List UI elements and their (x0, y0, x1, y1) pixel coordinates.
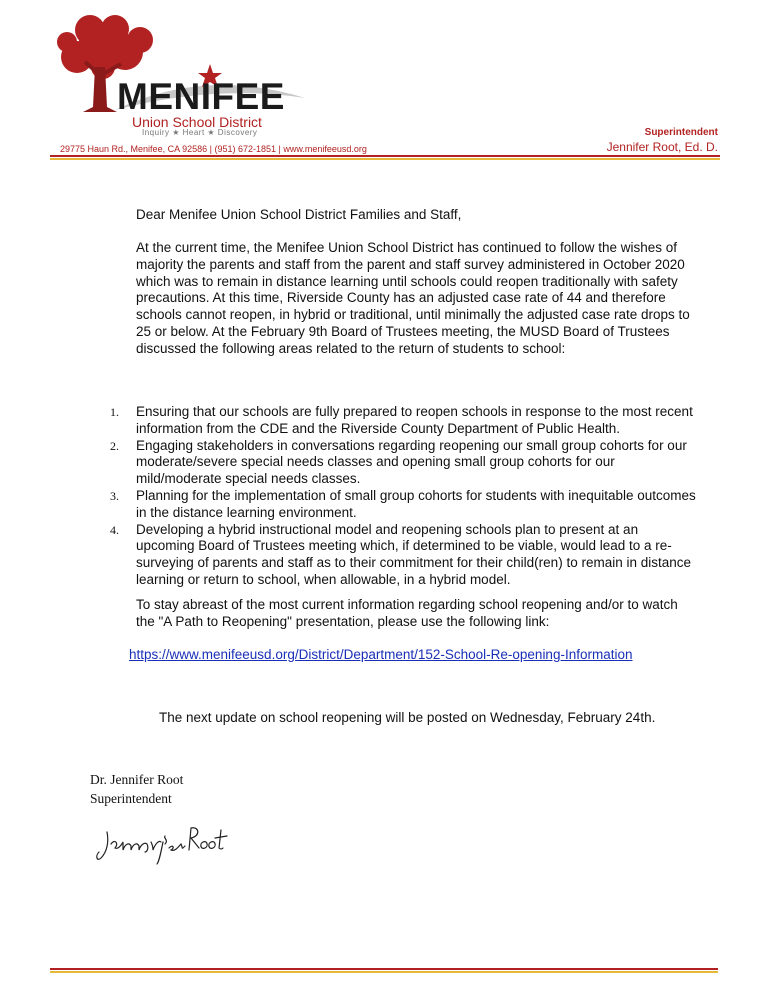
paragraph-link-intro: To stay abreast of the most current information regarding school reopening and/or to watch the "A Path to Reopening" presentation, please use the following link: (136, 597, 678, 629)
reopening-info-link[interactable]: https://www.menifeeusd.org/District/Department/152-School-Re-opening-Information (129, 647, 633, 662)
salutation: Dear Menifee Union School District Families and Staff, (136, 207, 462, 222)
superintendent-name: Jennifer Root, Ed. D. (606, 140, 718, 154)
list-item-text: Planning for the implementation of small group cohorts for students with inequitable outcomes in the distance learning environment. (136, 487, 696, 520)
list-number: 2. (110, 438, 119, 453)
discussion-list (110, 404, 700, 589)
list-item-text: Engaging stakeholders in conversations regarding reopening our small group cohorts for our moderate/severe special needs classes and opening small group cohorts for our mild/moderate special needs classes. (136, 437, 687, 487)
header-rule-red (50, 155, 720, 157)
update-note: The next update on school reopening will be posted on Wednesday, February 24th. (159, 710, 656, 725)
list-number: 3. (110, 488, 119, 503)
list-item-text: Developing a hybrid instructional model and reopening schools plan to present at an upcoming Board of Trustees meeting which, if determined to be viable, would lead to a re-surveying of parents and staff as to their commitment for their child(ren) to remain in distance learning or return to school, when allowable, in a hybrid model. (136, 521, 692, 587)
footer-rule-gold (50, 971, 718, 973)
handwritten-signature (95, 818, 235, 868)
signer-name: Dr. Jennifer Root (90, 772, 184, 787)
org-address: 29775 Haun Rd., Menifee, CA 92586 | (951) 672-1851 | www.menifeeusd.org (60, 144, 367, 154)
list-item (110, 522, 700, 589)
superintendent-title: Superintendent (644, 127, 718, 138)
list-number: 4. (110, 522, 119, 537)
list-item (110, 404, 700, 438)
paragraph-intro: At the current time, the Menifee Union School District has continued to follow the wishes of majority the parents and staff from the parent and staff survey administered in October 2020 which was to remain in distance learning until schools could reopen traditionally with safety precautions. At this time, Riverside County has an adjusted case rate of 44 and therefore schools cannot reopen, in hybrid or traditional, until minimally the adjusted case rate drops to 25 or below. At the February 9th Board of Trustees meeting, the MUSD Board of Trustees discussed the following areas related to the return of students to school: (136, 240, 690, 356)
signer-title: Superintendent (90, 791, 172, 806)
org-name: MENIFEE (117, 76, 285, 117)
footer-rule-red (50, 968, 718, 970)
header-rule-gold (50, 158, 720, 160)
list-item (110, 488, 700, 522)
list-item-text: Ensuring that our schools are fully prepared to reopen schools in response to the most recent information from the CDE and the Riverside County Department of Public Health. (136, 404, 693, 436)
org-subname: Union School District (132, 114, 262, 130)
org-tagline: Inquiry ★ Heart ★ Discovery (142, 128, 258, 137)
list-number: 1. (110, 405, 119, 419)
list-item (110, 438, 700, 488)
